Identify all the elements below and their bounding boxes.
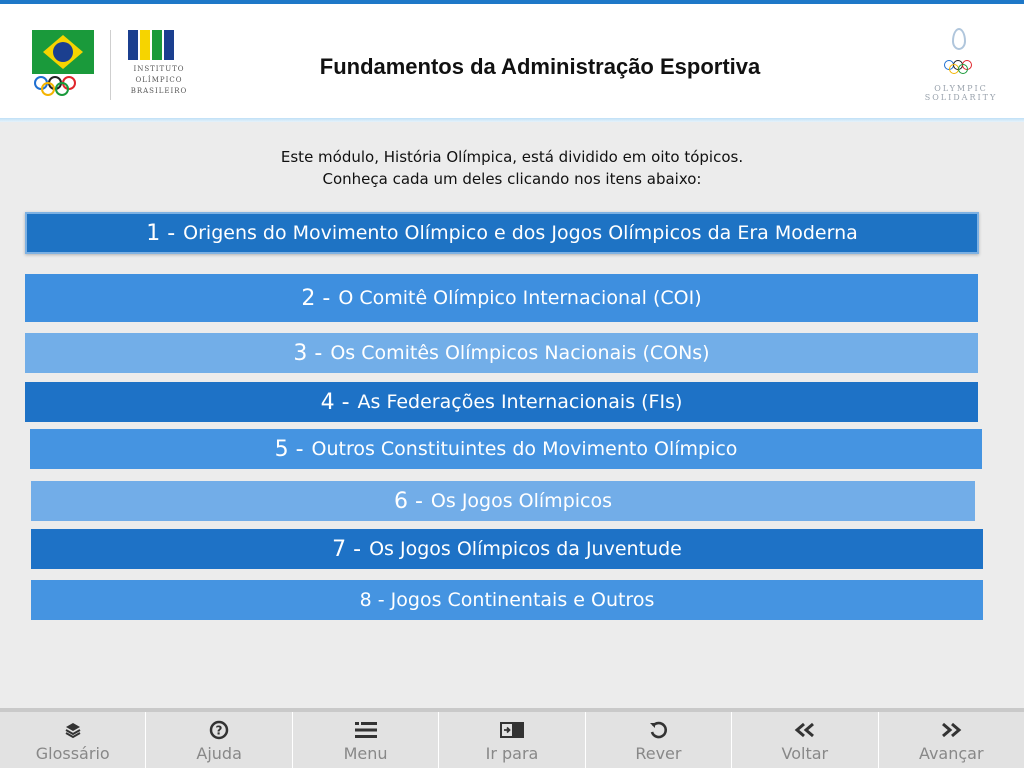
page-title: Fundamentos da Administração Esportiva xyxy=(319,54,761,79)
topic-label: Outros Constituintes do Movimento Olímpico xyxy=(311,438,738,460)
svg-text:?: ? xyxy=(215,723,223,737)
topic-button-2[interactable] xyxy=(25,274,978,322)
topic-button-8[interactable] xyxy=(31,580,983,620)
header-divider xyxy=(110,30,111,100)
intro-text xyxy=(150,146,874,190)
topic-label: Os Jogos Olímpicos xyxy=(430,490,612,512)
topic-label: Os Jogos Olímpicos da Juventude xyxy=(369,538,682,560)
topic-label: Os Comitês Olímpicos Nacionais (CONs) xyxy=(330,342,710,364)
topic-number: 6 - xyxy=(393,488,423,514)
topic-number: 4 - xyxy=(320,389,350,415)
help-label: Ajuda xyxy=(196,743,242,763)
header-bottom-line xyxy=(0,118,1024,122)
intro-line-1: Este módulo, História Olímpica, está dividido em oito tópicos. xyxy=(280,148,744,166)
menu-icon xyxy=(355,718,377,742)
topic-button-4[interactable] xyxy=(25,382,978,422)
olympic-solidarity-rings xyxy=(944,60,980,76)
olympic-solidarity-logo xyxy=(938,28,978,62)
header xyxy=(0,4,1024,120)
glossary-button[interactable] xyxy=(0,712,146,768)
topic-button-7[interactable] xyxy=(31,529,983,569)
review-button[interactable] xyxy=(586,712,732,768)
menu-button[interactable] xyxy=(293,712,439,768)
topic-number: 3 - xyxy=(293,340,323,366)
forward-label: Avançar xyxy=(918,743,984,763)
glossary-label: Glossário xyxy=(35,743,110,763)
topic-label: O Comitê Olímpico Internacional (COI) xyxy=(338,287,702,309)
topic-number: 1 - xyxy=(146,220,176,246)
topic-label: 8 - Jogos Continentais e Outros xyxy=(359,589,655,611)
menu-label: Menu xyxy=(343,743,388,763)
olympic-rings-logo xyxy=(34,76,94,98)
topic-label: As Federações Internacionais (FIs) xyxy=(357,391,683,413)
iob-logo-text: INSTITUTO OLÍMPICO BRASILEIRO xyxy=(130,65,188,95)
topic-number: 7 - xyxy=(332,536,362,562)
help-icon xyxy=(209,718,229,742)
back-button[interactable] xyxy=(732,712,878,768)
brazil-flag-logo xyxy=(32,30,94,74)
topic-number: 5 - xyxy=(274,436,304,462)
help-button[interactable] xyxy=(146,712,292,768)
iob-logo xyxy=(128,30,184,60)
goto-icon xyxy=(500,718,524,742)
double-chevron-left-icon xyxy=(794,718,816,742)
bottom-navigation-bar xyxy=(0,708,1024,768)
topic-button-6[interactable] xyxy=(31,481,975,521)
goto-button[interactable] xyxy=(439,712,585,768)
topic-label: Origens do Movimento Olímpico e dos Jogos Olímpicos da Era Moderna xyxy=(183,222,858,244)
topic-button-1[interactable] xyxy=(25,212,979,254)
forward-button[interactable] xyxy=(879,712,1024,768)
topic-button-5[interactable] xyxy=(30,429,982,469)
back-label: Voltar xyxy=(781,743,829,763)
layers-icon xyxy=(64,718,82,742)
topic-button-3[interactable] xyxy=(25,333,978,373)
review-label: Rever xyxy=(635,743,682,763)
replay-icon xyxy=(648,718,668,742)
double-chevron-right-icon xyxy=(940,718,962,742)
olympic-solidarity-text: OLYMPIC SOLIDARITY xyxy=(924,84,998,102)
topic-number: 2 - xyxy=(301,285,331,311)
intro-line-2: Conheça cada um deles clicando nos itens abaixo: xyxy=(322,170,702,188)
goto-label: Ir para xyxy=(485,743,539,763)
